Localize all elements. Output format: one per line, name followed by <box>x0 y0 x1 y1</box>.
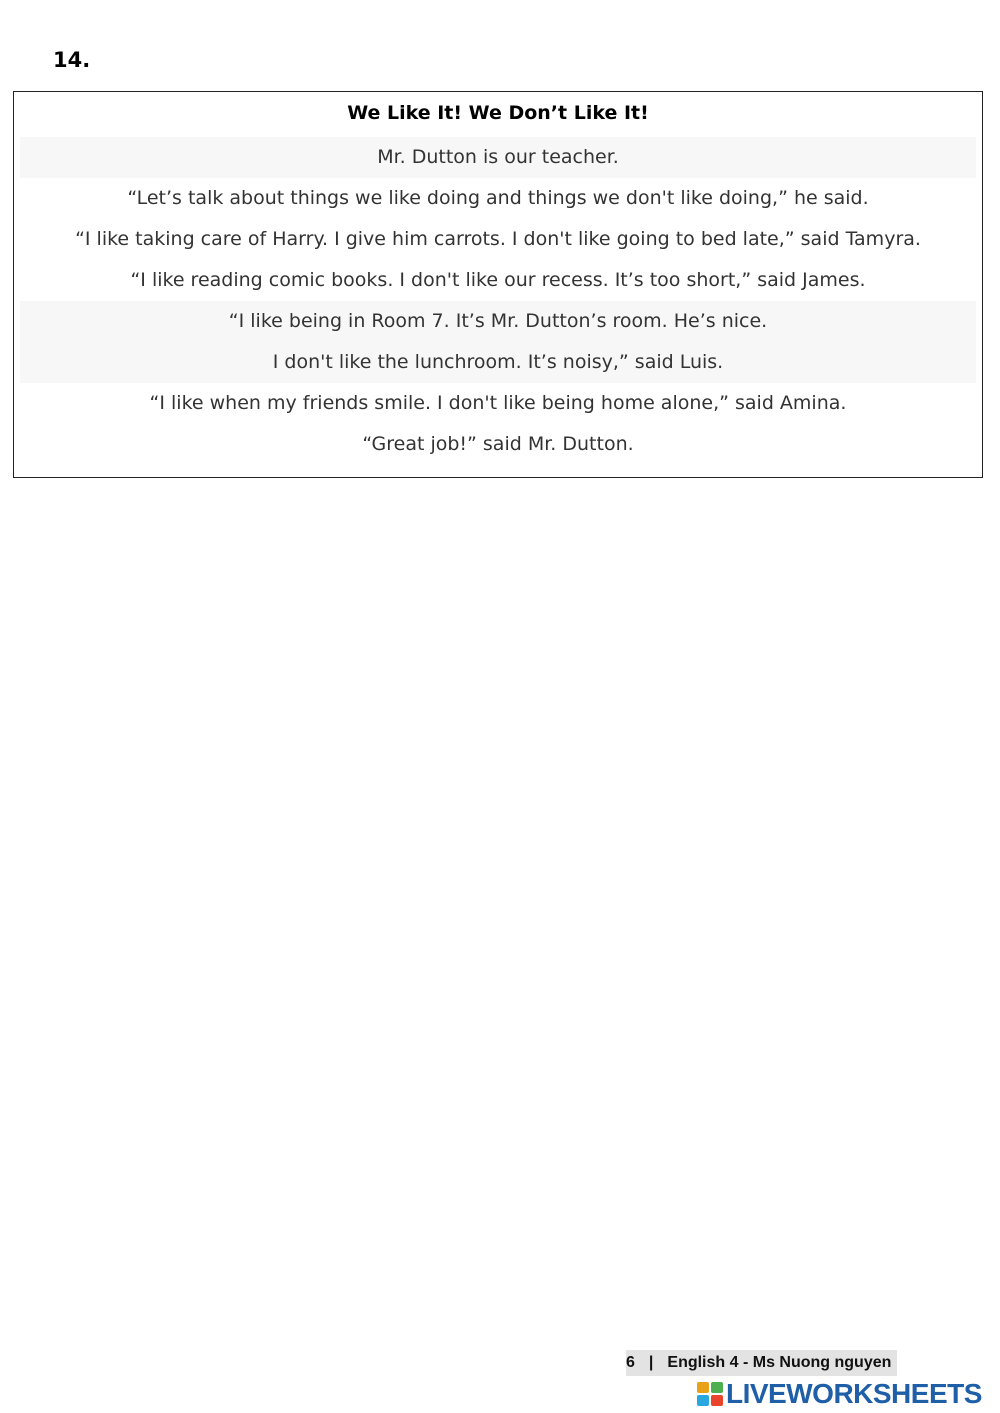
liveworksheets-logo-icon <box>697 1382 723 1406</box>
story-line: “Great job!” said Mr. Dutton. <box>362 433 634 455</box>
story-box <box>13 91 983 478</box>
page-footer <box>626 1350 897 1376</box>
course-title: English 4 - Ms Nuong nguyen <box>667 1354 892 1371</box>
footer-separator: | <box>648 1354 654 1371</box>
question-number: 14. <box>53 48 91 72</box>
story-line: “Let’s talk about things we like doing and things we don't like doing,” he said. <box>127 187 869 209</box>
liveworksheets-wordmark: LIVEWORKSHEETS <box>726 1378 982 1409</box>
page-number: 6 <box>626 1354 635 1371</box>
story-line: Mr. Dutton is our teacher. <box>20 137 976 178</box>
story-title: We Like It! We Don’t Like It! <box>347 102 649 124</box>
liveworksheets-brand <box>697 1377 982 1411</box>
story-line: “I like taking care of Harry. I give him carrots. I don't like going to bed late,” said Tamyra. <box>75 228 921 250</box>
story-line: I don't like the lunchroom. It’s noisy,” said Luis. <box>20 342 976 383</box>
story-line: “I like when my friends smile. I don't like being home alone,” said Amina. <box>149 392 847 414</box>
story-line: “I like reading comic books. I don't like our recess. It’s too short,” said James. <box>130 269 866 291</box>
story-line: “I like being in Room 7. It’s Mr. Dutton’s room. He’s nice. <box>20 301 976 342</box>
